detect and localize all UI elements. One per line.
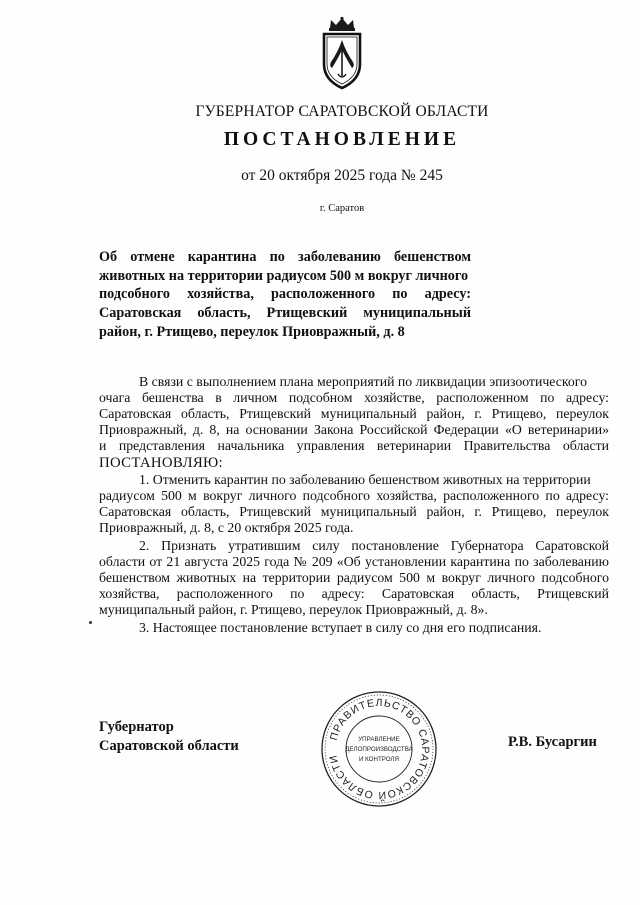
decree-word: ПОСТАНОВЛЯЮ: — [99, 455, 223, 472]
body-line: очага бешенства в личном подсобном хозяйстве, расположенном по адресу: — [99, 390, 609, 406]
position-line: Губернатор — [99, 719, 174, 735]
scan-speck — [89, 621, 92, 624]
body-line: и представления начальника управления ветеринарии Правительства области — [99, 438, 609, 454]
item-1-paragraph — [99, 472, 609, 536]
intro-paragraph — [99, 374, 609, 472]
signatory-position — [99, 718, 239, 756]
issuing-authority: ГУБЕРНАТОР САРАТОВСКОЙ ОБЛАСТИ — [195, 103, 489, 120]
document-title — [99, 248, 471, 342]
document-date-number: от 20 октября 2025 года № 245 — [241, 167, 443, 184]
body-line: Приовражный, д. 8, с 20 октября 2025 года. — [99, 519, 354, 535]
seal-inner-line: И КОНТРОЛЯ — [358, 756, 400, 763]
body-line: хозяйства, расположенного по адресу: Саратовская область, Ртищевский — [99, 586, 609, 602]
body-line: 3. Настоящее постановление вступает в силу со дня его подписания. — [139, 620, 542, 636]
body-line: 2. Признать утратившим силу постановление Губернатора Саратовской — [139, 537, 609, 553]
body-line: бешенством животных на территории радиусом 500 м вокруг личного подсобного — [99, 570, 609, 586]
title-line: Саратовская область, Ртищевский муниципальный — [99, 305, 471, 322]
item-2-paragraph — [99, 538, 609, 618]
position-line: Саратовской области — [99, 738, 239, 754]
seal-inner-line: УПРАВЛЕНИЕ — [358, 736, 400, 743]
body-line: области от 21 августа 2025 года № 209 «Об установлении карантина по заболеванию — [99, 554, 609, 570]
title-line: район, г. Ртищево, переулок Приовражный, д. 8 — [99, 323, 405, 340]
body-line: 1. Отменить карантин по заболеванию бешенством животных на территории — [139, 471, 591, 487]
body-line: радиусом 500 м вокруг личного подсобного хозяйства, расположенного по адресу: — [99, 487, 609, 503]
signatory-name: Р.В. Бусаргин — [508, 734, 597, 750]
body-line: муниципальный район, г. Ртищево, переулок Приовражный, д. 8». — [99, 602, 488, 618]
coat-of-arms-icon — [319, 16, 365, 90]
body-line: Приовражный, д. 8, на основании Закона Российской Федерации «О ветеринарии» — [99, 422, 609, 438]
body-line: Саратовская область, Ртищевский муниципальный район, г. Ртищево, переулок — [99, 503, 609, 519]
document-city: г. Саратов — [319, 203, 365, 214]
title-line: Об отмене карантина по заболеванию бешенством — [99, 249, 471, 265]
item-3-paragraph — [99, 620, 609, 636]
document-type: ПОСТАНОВЛЕНИЕ — [223, 129, 461, 150]
official-seal — [318, 688, 440, 810]
body-line: Саратовская область, Ртищевский муниципальный район, г. Ртищево, переулок — [99, 406, 609, 422]
seal-inner-line: ДЕЛОПРОИЗВОДСТВА — [345, 746, 413, 753]
title-line: животных на территории радиусом 500 м вокруг личного — [99, 267, 469, 284]
title-line: подсобного хозяйства, расположенного по адресу: — [99, 286, 471, 303]
document-body — [99, 374, 609, 637]
body-line: В связи с выполнением плана мероприятий по ликвидации эпизоотического — [139, 374, 587, 389]
seal-ring-text: ПРАВИТЕЛЬСТВО САРАТОВСКОЙ ОБЛАСТИ — [327, 696, 432, 802]
